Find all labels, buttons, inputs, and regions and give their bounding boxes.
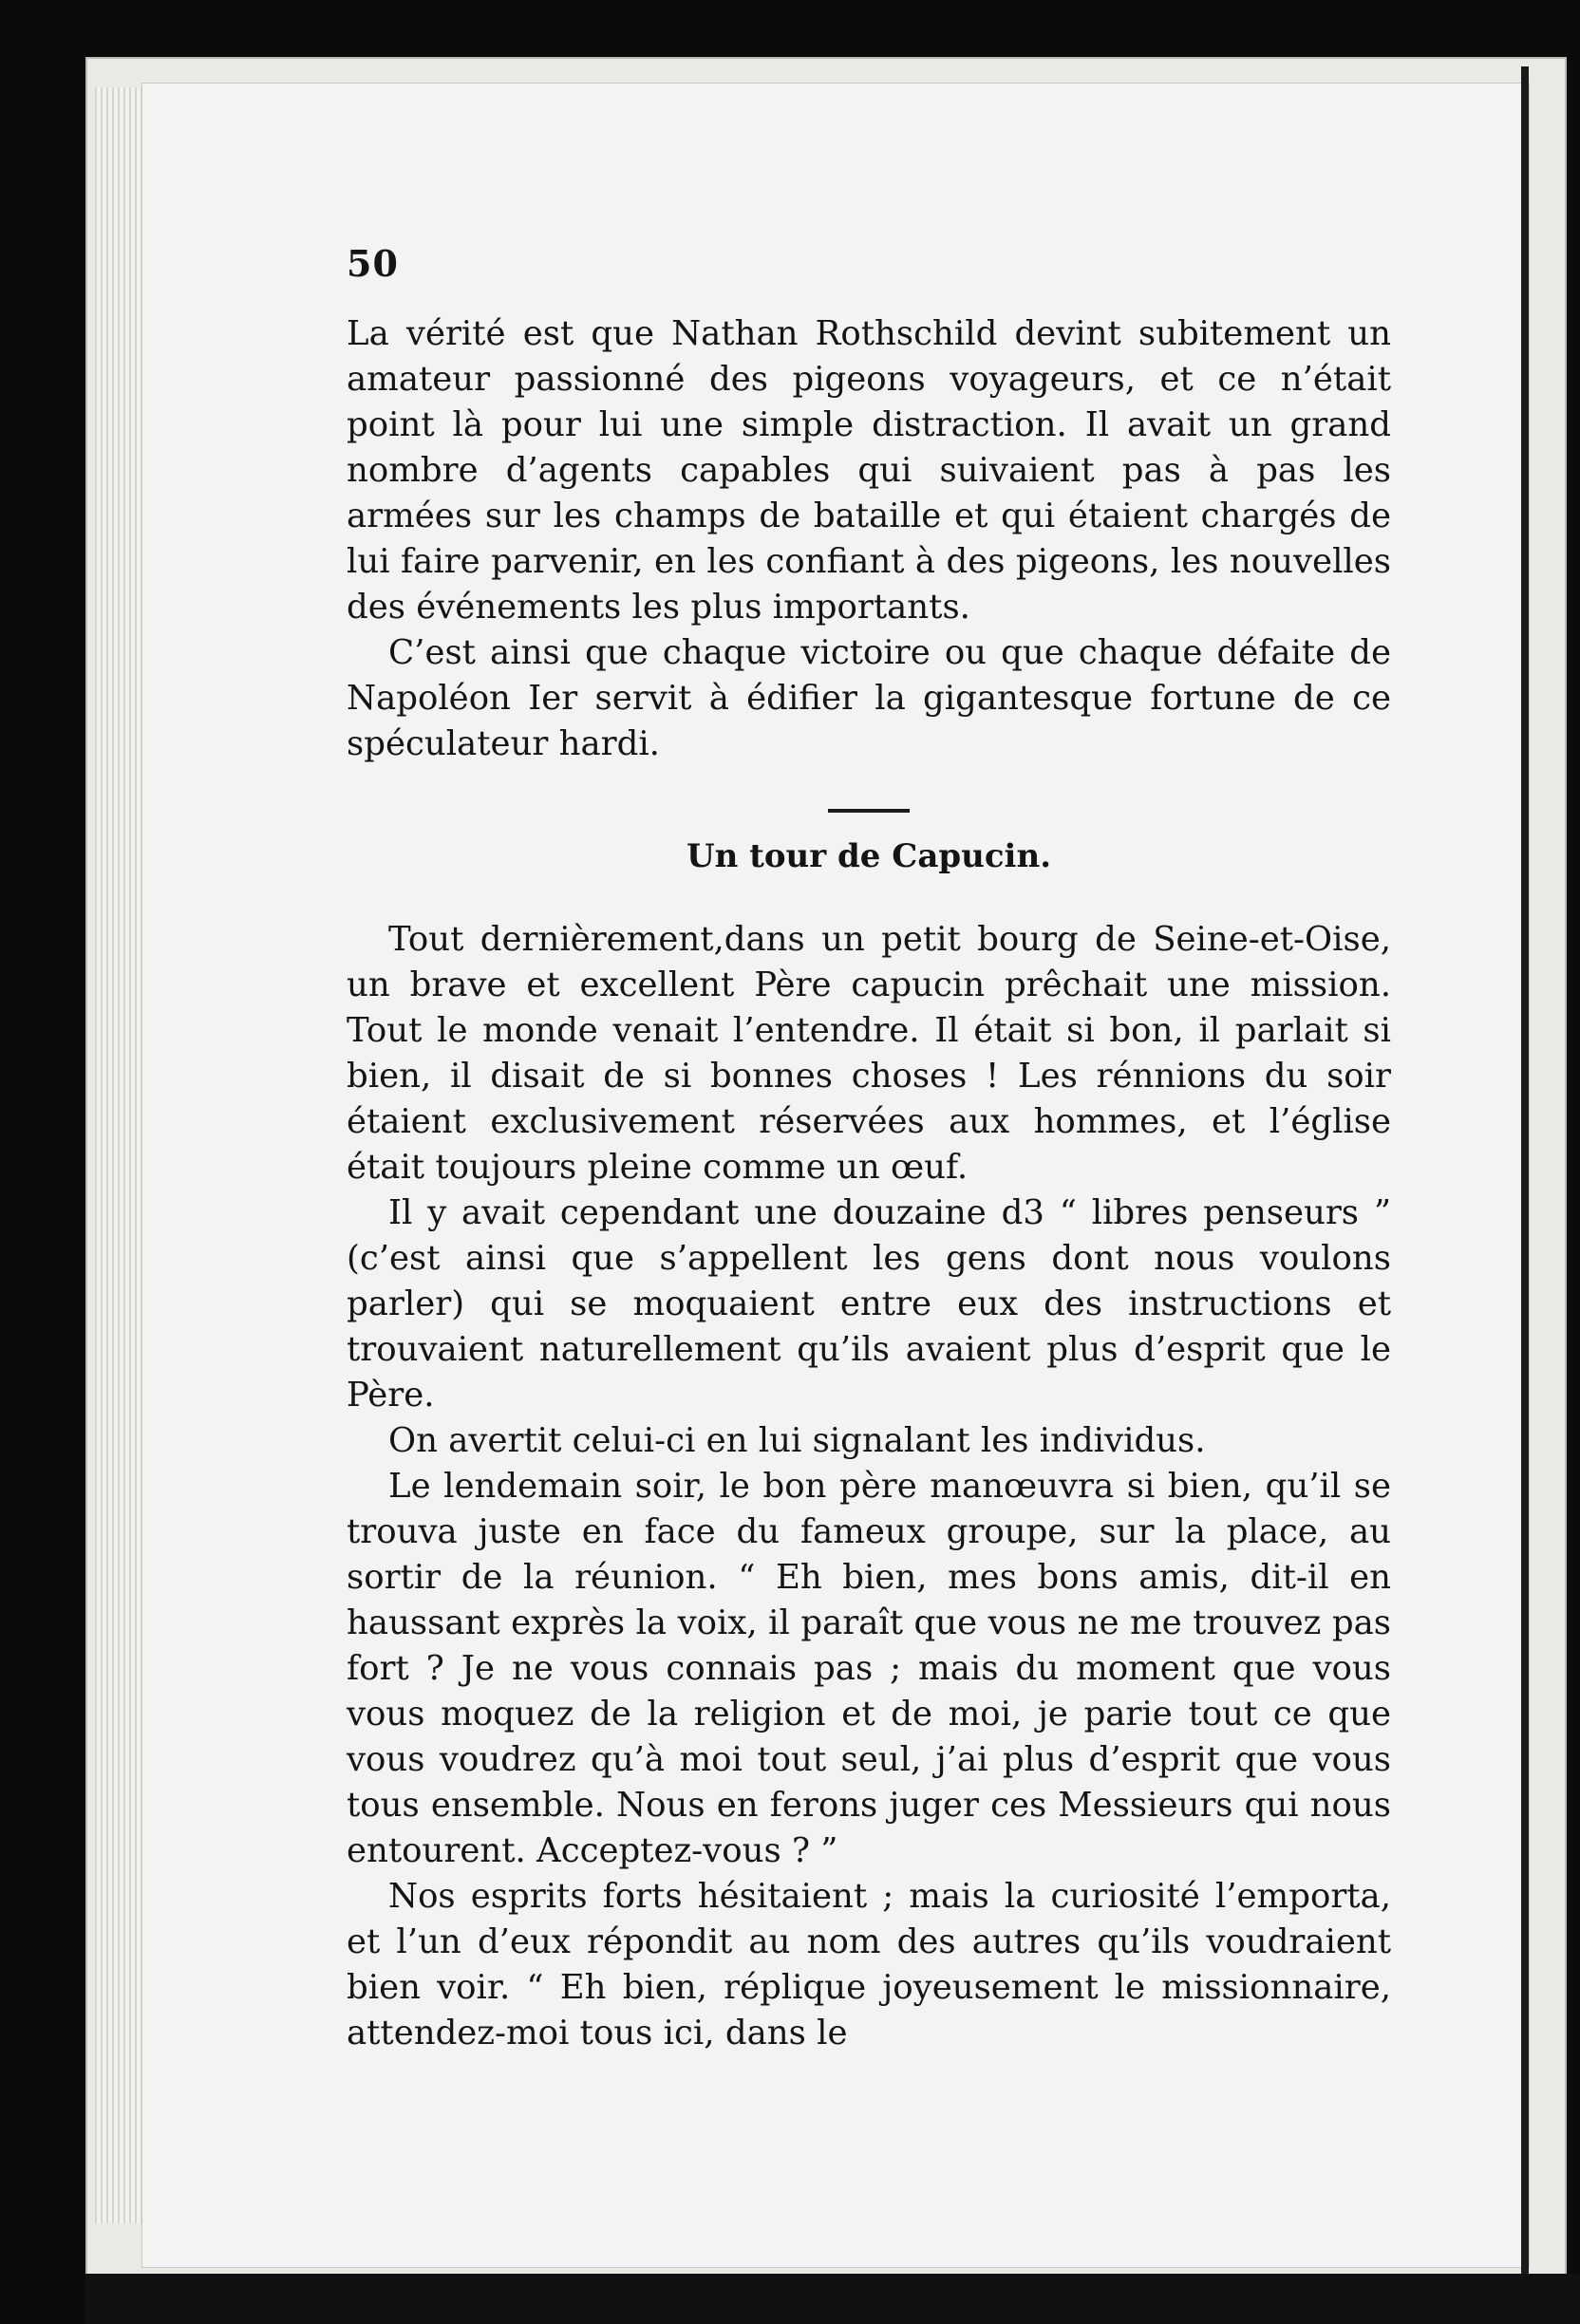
- section-title: Un tour de Capucin.: [686, 837, 1052, 875]
- paragraph: Nos esprits forts hésitaient ; mais la curiosité l’emporta, et l’un d’eux répondit au nom des autres qu’ils voudraient bien voir. “ Eh bien, réplique joyeusement le missionnaire, attendez-moi tous ici, dans le: [347, 1877, 1391, 2052]
- page-binding-edge: [1521, 66, 1529, 2278]
- paragraph: On avertit celui-ci en lui signalant les individus.: [388, 1421, 1206, 1460]
- paragraph: La vérité est que Nathan Rothschild devint subitement un amateur passionné des pigeons voyageurs, et ce n’était point là pour lui une simple distraction. Il avait un grand nombre d’agents capables qui suivaient pas à pas les armées sur les champs de bataille et qui étaient chargés de lui faire parvenir, en les confiant à des pigeons, les nouvelles des événements les plus importants.: [347, 314, 1391, 627]
- paragraph: C’est ainsi que chaque victoire ou que chaque défaite de Napoléon Ier servit à édifier la gigantesque fortune de ce spéculateur hardi.: [347, 633, 1391, 763]
- paragraph: Tout dernièrement,dans un petit bourg de Seine-et-Oise, un brave et excellent Père capucin prêchait une mission. Tout le monde venait l’entendre. Il était si bon, il parlait si bien, il disait de si bonnes choses ! Les rénnions du soir étaient exclusivement réservées aux hommes, et l’église était toujours pleine comme un œuf.: [347, 920, 1391, 1187]
- paragraph: Le lendemain soir, le bon père manœuvra si bien, qu’il se trouva juste en face du fameux groupe, sur la place, au sortir de la réunion. “ Eh bien, mes bons amis, dit-il en haussant exprès la voix, il paraît que vous ne me trouvez pas fort ? Je ne vous connais pas ; mais du moment que vous vous moquez de la religion et de moi, je parie tout ce que vous voudrez qu’à moi tout seul, j’ai plus d’esprit que vous tous ensemble. Nous en ferons juger ces Messieurs qui nous entourent. Acceptez-vous ? ”: [347, 1467, 1391, 1870]
- scan-bottom-border: [85, 2274, 1580, 2324]
- page-content: [347, 242, 1391, 2056]
- section-divider: [828, 809, 910, 813]
- page-number: 50: [347, 242, 399, 285]
- paragraph: Il y avait cependant une douzaine d3 “ libres penseurs ” (c’est ainsi que s’appellent les gens dont nous voulons parler) qui se moquaient entre eux des instructions et trouvaient naturellement qu’ils avaient plus d’esprit que le Père.: [347, 1193, 1391, 1415]
